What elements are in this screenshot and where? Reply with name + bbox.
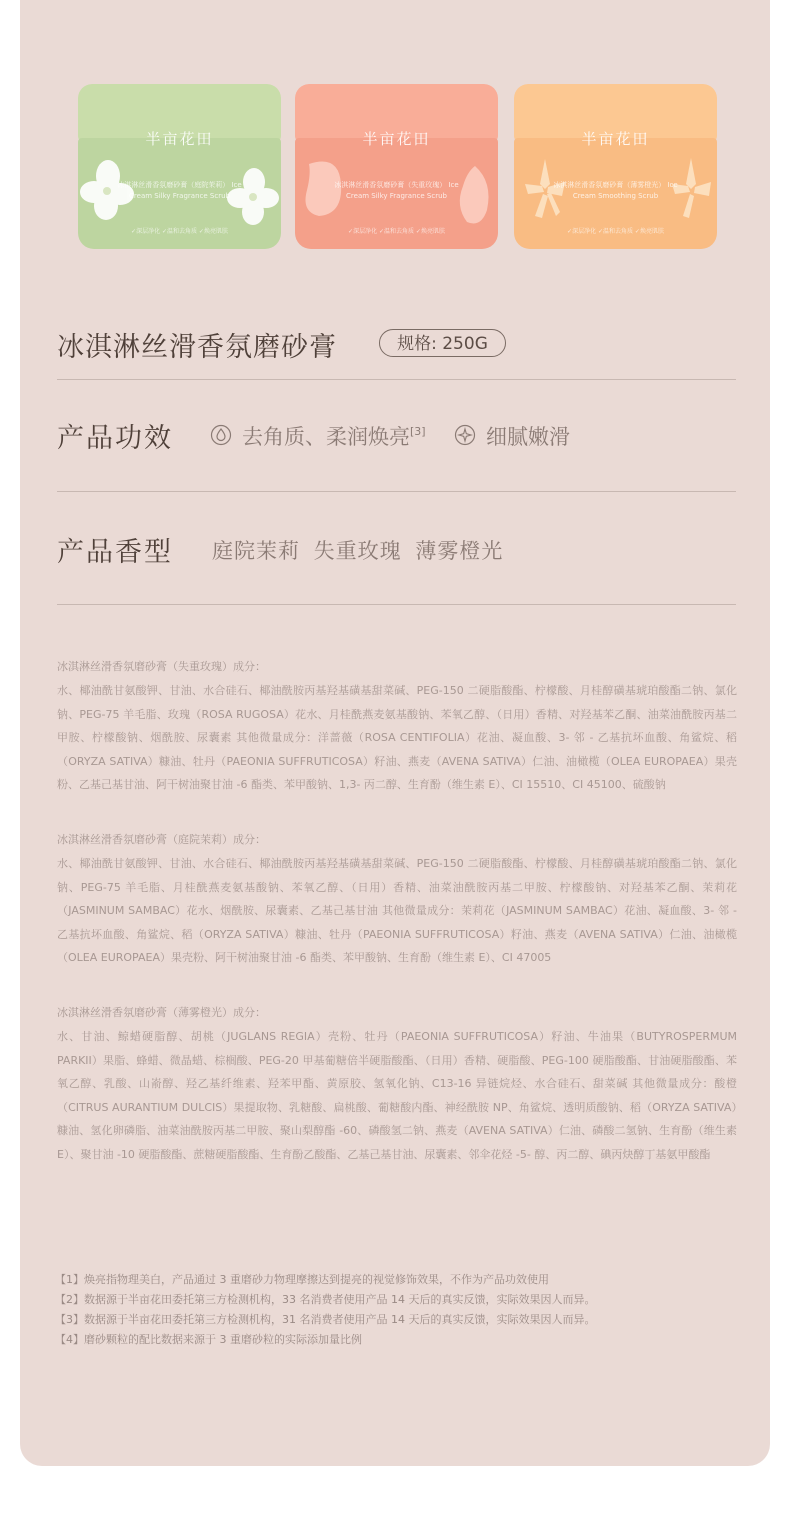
ingredients-title: 冰淇淋丝滑香氛磨砂膏（失重玫瑰）成分： (57, 660, 266, 673)
scent-heading: 产品香型 (57, 537, 173, 568)
ingredients-title: 冰淇淋丝滑香氛磨砂膏（薄雾橙光）成分： (57, 1006, 266, 1019)
drop-icon (210, 424, 232, 446)
divider (57, 379, 736, 380)
efficacy-item-2: 细腻嫩滑 (486, 425, 570, 449)
jar-brand: 半亩花田 (145, 130, 214, 148)
jar-foot: ✓深层净化 ✓温和去角质 ✓焕亮肌肤 (131, 228, 228, 235)
jar-foot: ✓深层净化 ✓温和去角质 ✓焕亮肌肤 (567, 228, 664, 235)
footnote: 【3】数据源于半亩花田委托第三方检测机构，31 名消费者使用产品 14 天后的真实反馈，实际效果因人而异。 (55, 1313, 596, 1326)
efficacy-heading: 产品功效 (57, 423, 173, 454)
jar-orange (514, 84, 717, 249)
spec-badge: 规格: 250G (379, 329, 506, 357)
ingredients-text: 水、甘油、鲸蜡硬脂醇、胡桃（JUGLANS REGIA）壳粉、牡丹（PAEONIA SUFFRUTICOSA）籽油、牛油果（BUTYROSPERMUM PARKII）果脂、蜂蜡、微晶蜡、棕榈酸、PEG-20 甲基葡糖倍半硬脂酸酯、（日用）香精、硬脂酸、PEG-100 硬脂酸酯、甘油硬脂酸酯、苯氧乙醇、乳酸、山嵛醇、羟乙基纤维素、羟苯甲酯、黄原胶、氢氧化钠、C13-16 异链烷烃、水合硅石、甜菜碱 其他微量成分：酸橙（CITRUS AURANTIUM DULCIS）果提取物、乳糖酸、扁桃酸、葡糖酸内酯、神经酰胺 NP、角鲨烷、透明质酸钠、稻（ORYZA SATIVA）糠油、氢化卵磷脂、油菜油酰胺丙基二甲胺、聚山梨醇酯 -60、磷酸氢二钠、燕麦（AVENA SATIVA）仁油、磷酸二氢钠、生育酚（维生素 E）、聚甘油 -10 硬脂酸酯、蔗糖硬脂酸酯、生育酚乙酸酯、乙基己基甘油、尿囊素、邻伞花烃 -5- 醇、丙二醇、碘丙炔醇丁基氨甲酸酯 (57, 1030, 737, 1161)
divider (57, 604, 736, 605)
divider (57, 491, 736, 492)
jar-name: 冰淇淋丝滑香氛磨砂膏（失重玫瑰） Ice Cream Silky Fragrance Scrub (334, 181, 459, 200)
footnote: 【4】磨砂颗粒的配比数据来源于 3 重磨砂粒的实际添加量比例 (55, 1333, 362, 1346)
efficacy-item-1-text: 去角质、柔润焕亮 (242, 425, 410, 449)
jar-brand: 半亩花田 (362, 130, 431, 148)
product-title-row (57, 323, 737, 365)
ingredients-title: 冰淇淋丝滑香氛磨砂膏（庭院茉莉）成分： (57, 833, 266, 846)
footnote: 【2】数据源于半亩花田委托第三方检测机构，33 名消费者使用产品 14 天后的真实反馈，实际效果因人而异。 (55, 1293, 596, 1306)
footnote-ref: [3] (410, 425, 426, 438)
ingredients-text: 水、椰油酰甘氨酸钾、甘油、水合硅石、椰油酰胺丙基羟基磺基甜菜碱、PEG-150 二硬脂酸酯、柠檬酸、月桂醇磺基琥珀酸酯二钠、氯化钠、PEG-75 羊毛脂、玫瑰（ROSA RUGOSA）花水、月桂酰燕麦氨基酸钠、苯氧乙醇、（日用）香精、对羟基苯乙酮、油菜油酰胺丙基二甲胺、柠檬酸钠、烟酰胺、尿囊素 其他微量成分：洋蔷薇（ROSA CENTIFOLIA）花油、凝血酸、3- 邻 - 乙基抗坏血酸、角鲨烷、稻（ORYZA SATIVA）糠油、牡丹（PAEONIA SUFFRUTICOSA）籽油、燕麦（AVENA SATIVA）仁油、油橄榄（OLEA EUROPAEA）果壳粉、乙基己基甘油、阿干树油聚甘油 -6 酯类、苯甲酸钠、1,3- 丙二醇、生育酚（维生素 E）、CI 15510、CI 45100、硫酸钠 (57, 684, 737, 791)
jar-name: 冰淇淋丝滑香氛磨砂膏（薄雾橙光） Ice Cream Smoothing Scrub (553, 181, 678, 200)
jar-brand: 半亩花田 (581, 130, 650, 148)
efficacy-item-1 (242, 421, 426, 451)
jar-rose (295, 84, 498, 249)
jar-name: 冰淇淋丝滑香氛磨砂膏（庭院茉莉） Ice Cream Silky Fragrance Scrub (117, 181, 242, 200)
scent-items: 庭院茉莉 失重玫瑰 薄雾橙光 (212, 539, 504, 563)
product-title: 冰淇淋丝滑香氛磨砂膏 (57, 332, 337, 363)
ingredients-text: 水、椰油酰甘氨酸钾、甘油、水合硅石、椰油酰胺丙基羟基磺基甜菜碱、PEG-150 二硬脂酸酯、柠檬酸、月桂醇磺基琥珀酸酯二钠、氯化钠、PEG-75 羊毛脂、月桂酰燕麦氨基酸钠、苯氧乙醇、（日用）香精、油菜油酰胺丙基二甲胺、柠檬酸钠、对羟基苯乙酮、茉莉花（JASMINUM SAMBAC）花水、烟酰胺、尿囊素、乙基己基甘油 其他微量成分：茉莉花（JASMINUM SAMBAC）花油、凝血酸、3- 邻 - 乙基抗坏血酸、角鲨烷、稻（ORYZA SATIVA）糠油、牡丹（PAEONIA SUFFRUTICOSA）籽油、燕麦（AVENA SATIVA）仁油、油橄榄（OLEA EUROPAEA）果壳粉、阿干树油聚甘油 -6 酯类、苯甲酸钠、生育酚（维生素 E）、CI 47005 (57, 857, 737, 964)
jar-foot: ✓深层净化 ✓温和去角质 ✓焕亮肌肤 (348, 228, 445, 235)
ingredients-orange (57, 1001, 737, 1166)
ingredients-rose (57, 655, 737, 797)
product-image (78, 84, 718, 254)
footnotes (55, 1270, 745, 1350)
ingredients-jasmine (57, 828, 737, 970)
jar-jasmine (78, 84, 281, 249)
sparkle-icon (454, 424, 476, 446)
footnote: 【1】焕亮指物理美白，产品通过 3 重磨砂力物理摩擦达到提亮的视觉修饰效果，不作为产品功效使用 (55, 1273, 549, 1286)
